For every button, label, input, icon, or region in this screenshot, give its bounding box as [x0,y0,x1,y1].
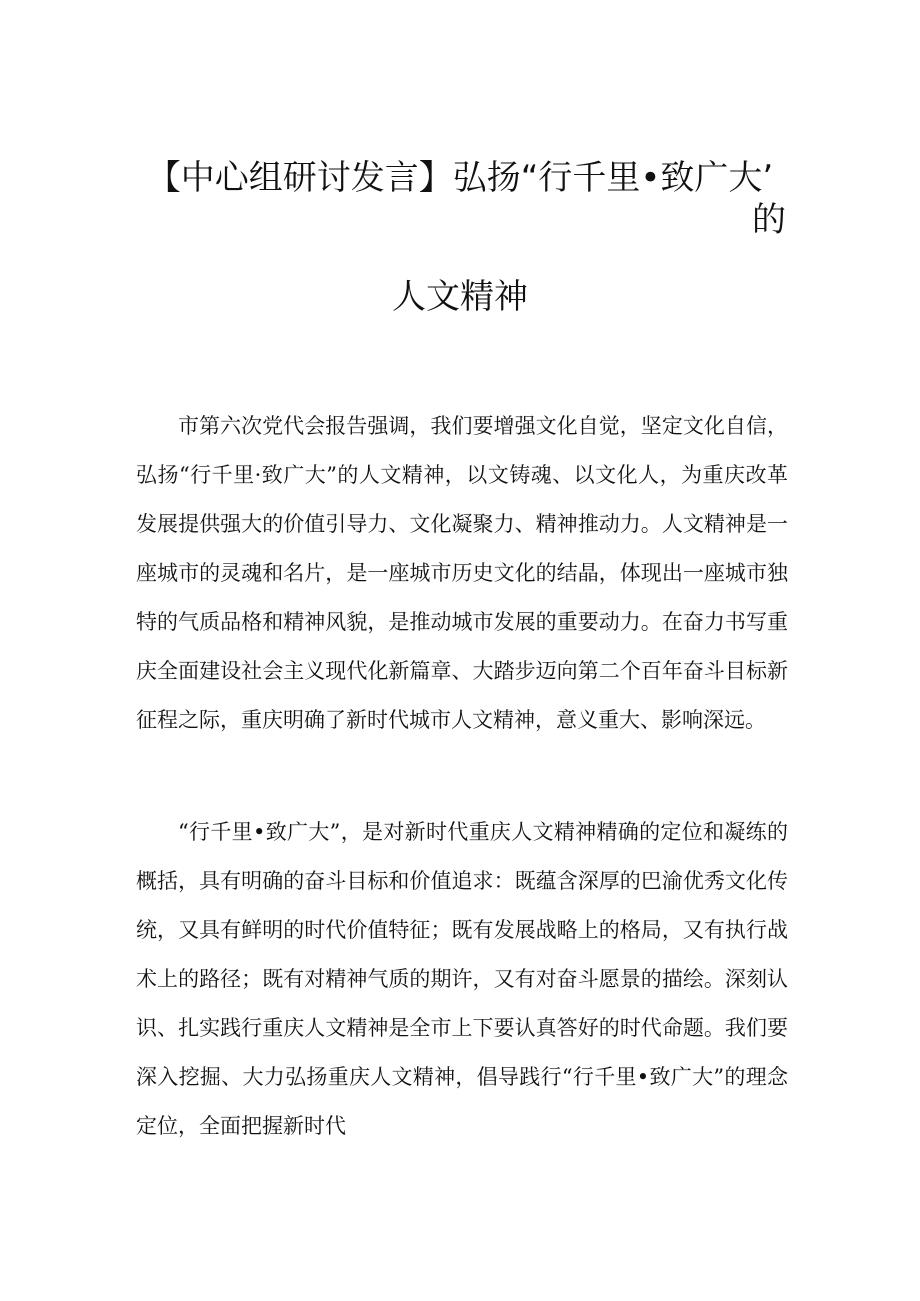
document-title-line-3: 人文精神 [392,277,528,317]
body-paragraph: “行千里•致广大”，是对新时代重庆人文精神精确的定位和凝练的概括，具有明确的奋斗目标和价值追求：既蕴含深厚的巴渝优秀文化传统，又具有鲜明的时代价值特征；既有发展战略上的格局，又有执行战术上的路径；既有对精神气质的期许，又有对奋斗愿景的描绘。深刻认识、扎实践行重庆人文精神是全市上下要认真答好的时代命题。我们要深入挖掘、大力弘扬重庆人文精神，倡导践行“行千里•致广大”的理念定位，全面把握新时代 [136,820,788,1138]
document-title-line-2: 的 [752,200,786,240]
body-paragraph: 市第六次党代会报告强调，我们要增强文化自觉，坚定文化自信，弘扬“行千里·致广大”的人文精神，以文铸魂、以文化人，为重庆改革发展提供强大的价值引导力、文化凝聚力、精神推动力。人文精神是一座城市的灵魂和名片，是一座城市历史文化的结晶，体现出一座城市独特的气质品格和精神风貌，是推动城市发展的重要动力。在奋力书写重庆全面建设社会主义现代化新篇章、大踏步迈向第二个百年奋斗目标新征程之际，重庆明确了新时代城市人文精神，意义重大、影响深远。 [136,414,788,732]
document-title-line-1: 【中心组研讨发言】弘扬“行千里•致广大’ [146,158,774,198]
